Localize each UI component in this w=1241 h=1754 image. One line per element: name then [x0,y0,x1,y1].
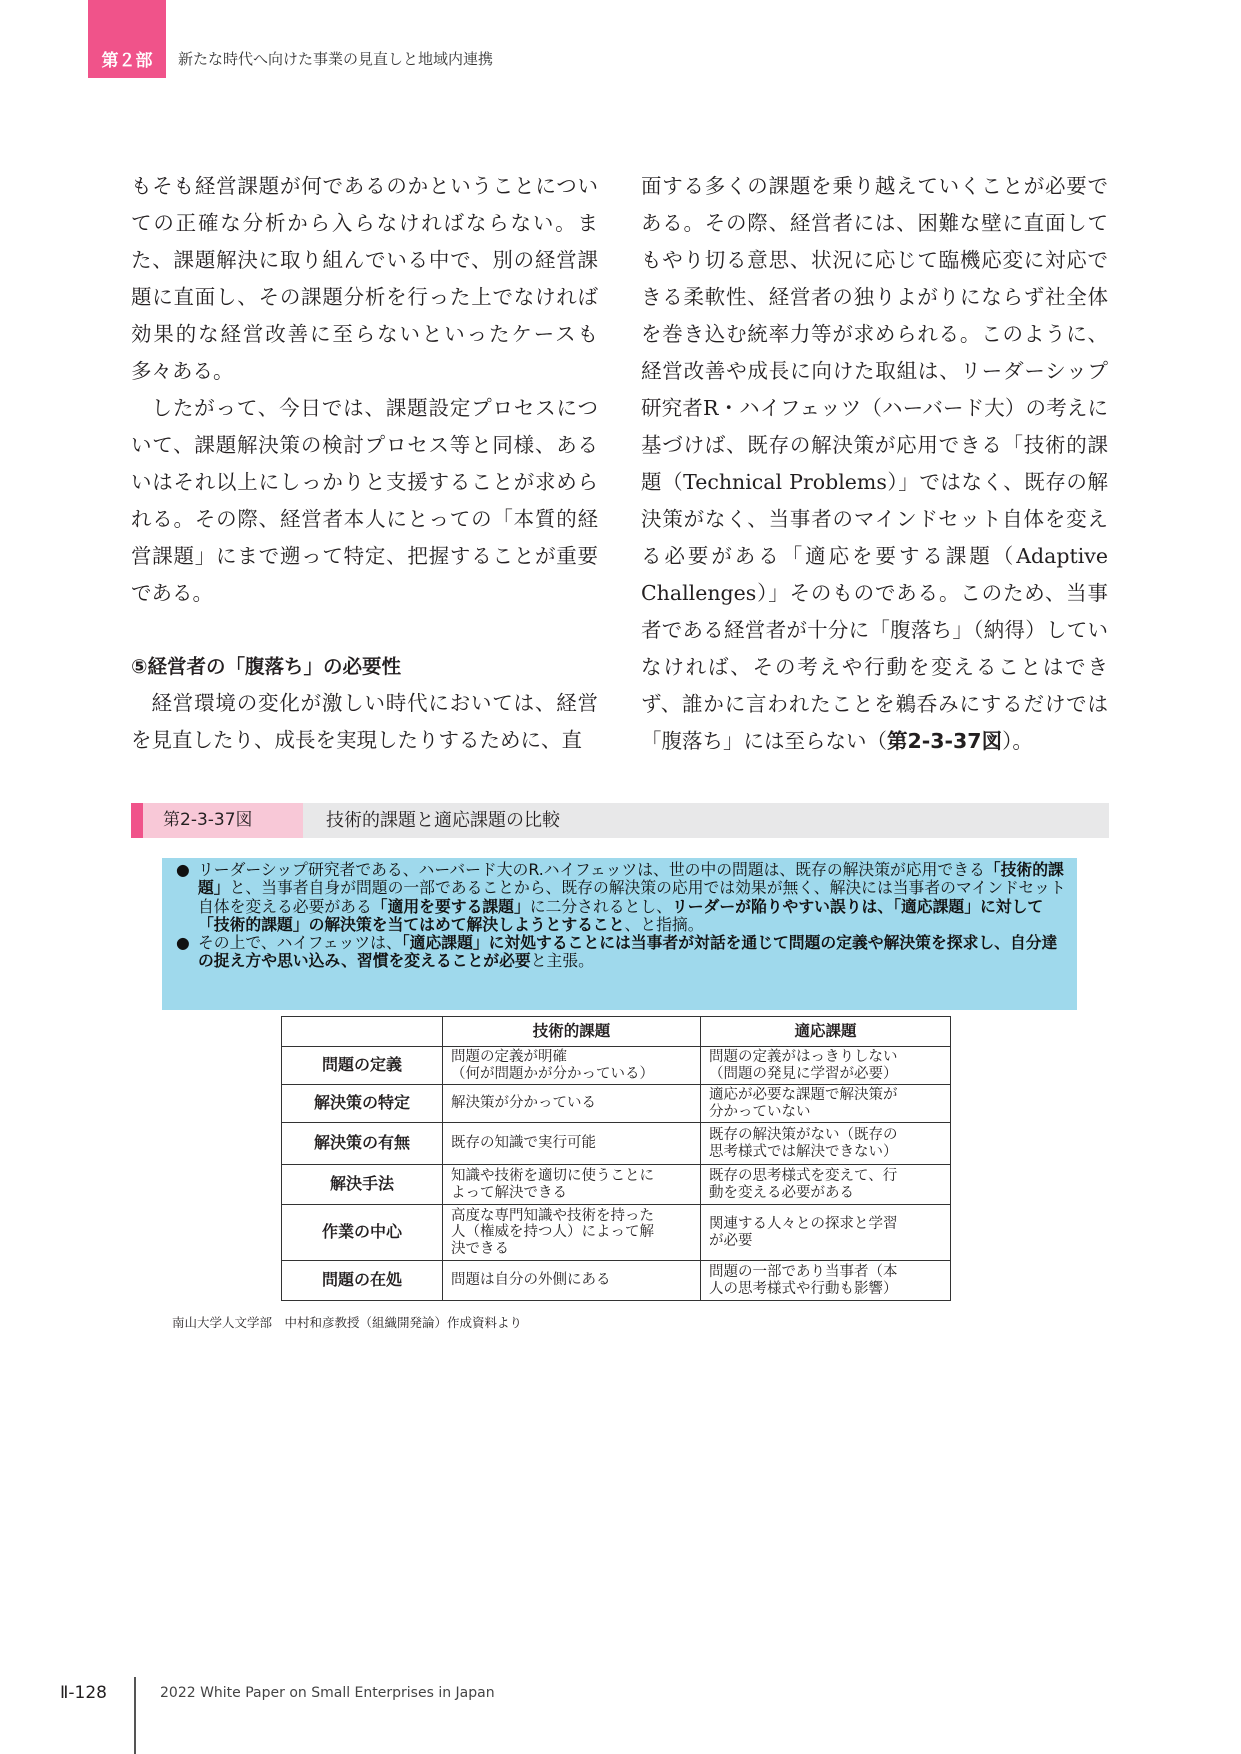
summary-bullet-1 [172,861,1067,934]
left-paragraph-2: したがって、今日では、課題設定プロセスについて、課題解決策の検討プロセス等と同様、あるいはそれ以上にしっかりと支援することが求められる。その際、経営者本人にとっての「本質的経営課題」にまで遡って特定、把握することが重要である。 [131,396,598,605]
table-cell-technical: 問題の定義が明確 （何が問題かが分かっている） [443,1047,701,1085]
bullet-icon: ● [176,860,190,879]
table-row-label: 問題の定義 [282,1047,443,1085]
table-cell-technical: 知識や技術を適切に使うことに よって解決できる [443,1165,701,1205]
comparison-table [281,1016,951,1301]
bullet1-bold-3: リーダーが陥りやすい誤りは、「適応課題」に対して「技術的課題」の解決策を当てはめて解決しようとすること [198,896,1044,934]
bullet2-text-2: と主張。 [530,951,594,971]
table-cell-adaptive: 関連する人々との探求と学習 が必要 [701,1205,951,1261]
table-header-technical: 技術的課題 [443,1017,701,1047]
table-row [282,1085,951,1123]
table-row-label: 問題の在処 [282,1261,443,1301]
table-row-label: 解決手法 [282,1165,443,1205]
figure-number: 第2-3-37図 [143,803,303,838]
bullet1-text-3: に二分されるとし、 [529,896,672,916]
figure-summary-box [162,858,1077,1010]
right-paragraph-1 [641,168,1108,760]
bullet1-text-2: と、当事者自身が問題の一部であることから、既存の解決策の応用では効果が無く、解決には当事者のマインドセット自体を変える必要がある [198,878,1066,916]
footer-publication: 2022 White Paper on Small Enterprises in Japan [160,1685,495,1701]
table-cell-technical: 解決策が分かっている [443,1085,701,1123]
bullet1-bold-2: 「適用を要する課題」 [371,896,530,916]
table-row [282,1165,951,1205]
table-cell-technical: 問題は自分の外側にある [443,1261,701,1301]
right-paragraph-text: 面する多くの課題を乗り越えていくことが必要である。その際、経営者には、困難な壁に直面してもやり切る意思、状況に応じて臨機応変に対応できる柔軟性、経営者の独りよがりにならず社全体を巻き込む統率力等が求められる。このように、経営改善や成長に向けた取組は、リーダーシップ研究者R・ハイフェッツ（ハーバード大）の考えに基づけば、既存の解決策が応用できる「技術的課題（Technical Problems）」ではなく、既存の解決策がなく、当事者のマインドセット自体を変える必要がある「適応を要する課題（Adaptive Challenges）」そのものである。このため、当事者である経営者が十分に「腹落ち」（納得）していなければ、その考えや行動を変えることはできず、誰かに言われたことを鵜呑みにするだけでは「腹落ち」には至らない（ [641,174,1108,753]
bullet1-bold-1: 「技術的課題」 [198,860,1064,898]
bullet2-bold-1: 「適応課題」に対処することには当事者が対話を通じて問題の定義や解決策を探求し、自分達の捉え方や思い込み、習慣を変えることが必要 [198,933,1058,971]
table-header-row [282,1017,951,1047]
bullet1-text-1: リーダーシップ研究者である、ハーバード大のR.ハイフェッツは、世の中の問題は、既存の解決策が応用できる [198,860,985,879]
table-row-label: 解決策の特定 [282,1085,443,1123]
table-cell-technical: 高度な専門知識や技術を持った 人（権威を持つ人）によって解 決できる [443,1205,701,1261]
figure-title: 技術的課題と適応課題の比較 [326,810,560,831]
table-row-label: 作業の中心 [282,1205,443,1261]
table-row [282,1205,951,1261]
table-cell-technical: 既存の知識で実行可能 [443,1123,701,1165]
left-paragraph-3: 経営環境の変化が激しい時代においては、経営を見直したり、成長を実現したりするために、直 [131,691,598,752]
page-number: Ⅱ-128 [60,1683,107,1703]
left-paragraph-1: もそも経営課題が何であるのかということについての正確な分析から入らなければならない。また、課題解決に取り組んでいる中で、別の経営課題に直面し、その課題分析を行った上でなければ効果的な経営改善に至らないといったケースも多々ある。 [131,174,598,383]
table-cell-adaptive: 問題の一部であり当事者（本 人の思考様式や行動も影響） [701,1261,951,1301]
table-row [282,1261,951,1301]
part-tab: 第２部 [88,0,166,78]
footer-divider [134,1677,136,1754]
section-heading: ⑤経営者の「腹落ち」の必要性 [131,655,402,678]
figure-title-bar [131,803,1109,838]
table-cell-adaptive: 問題の定義がはっきりしない （問題の発見に学習が必要） [701,1047,951,1085]
figure-source: 南山大学人文学部 中村和彦教授（組織開発論）作成資料より [172,1315,523,1330]
figure-reference: 第2-3-37図 [887,729,1003,753]
table-header-corner [282,1017,443,1047]
left-column [131,168,598,759]
table-cell-adaptive: 既存の思考様式を変えて、行 動を変える必要がある [701,1165,951,1205]
bullet2-text-1: その上で、ハイフェッツは、 [198,933,402,953]
right-column [641,168,1108,760]
part-title: 新たな時代へ向けた事業の見直しと地域内連携 [178,50,494,68]
table-header-adaptive: 適応課題 [701,1017,951,1047]
table-row [282,1123,951,1165]
table-cell-adaptive: 既存の解決策がない（既存の 思考様式では解決できない） [701,1123,951,1165]
table-row [282,1047,951,1085]
table-cell-adaptive: 適応が必要な課題で解決策が 分かっていない [701,1085,951,1123]
bullet1-text-4: 、と指摘。 [624,914,704,934]
figure-accent [131,803,143,838]
summary-bullet-2 [172,934,1067,971]
bullet-icon: ● [176,933,190,953]
table-row-label: 解決策の有無 [282,1123,443,1165]
right-paragraph-end: ）。 [1002,729,1033,753]
